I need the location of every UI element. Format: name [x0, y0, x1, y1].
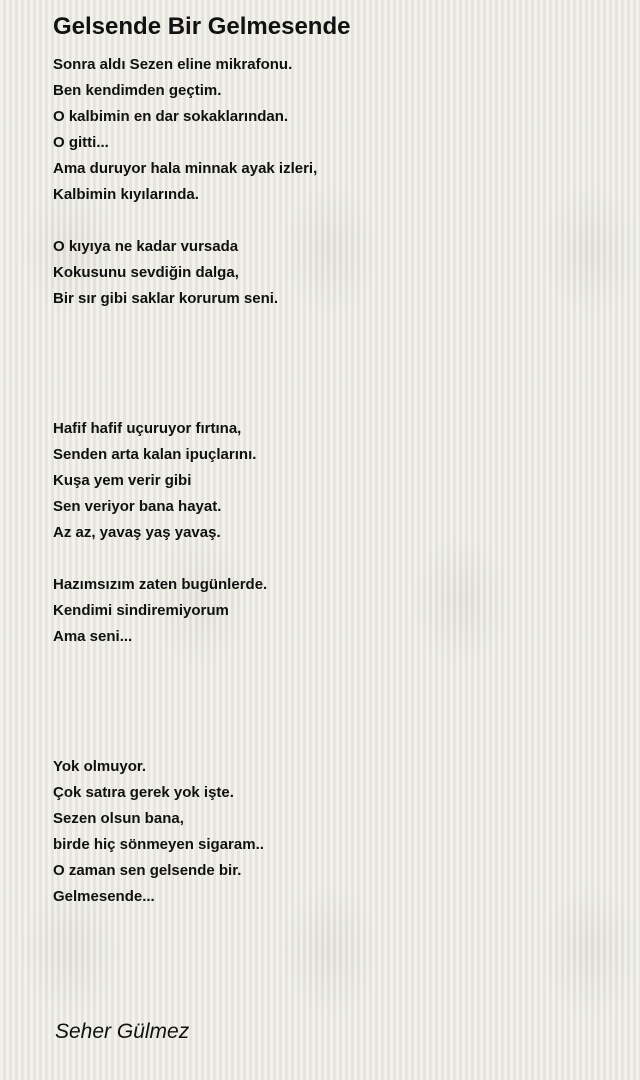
- stanza-gap: [53, 546, 613, 572]
- poem-line: Hafif hafif uçuruyor fırtına,: [53, 420, 242, 437]
- poem-line: Sonra aldı Sezen eline mikrafonu.: [53, 56, 293, 73]
- poem-line: Kalbimin kıyılarında.: [53, 186, 199, 203]
- stanza-2: [53, 234, 613, 312]
- poem-line: Sen veriyor bana hayat.: [53, 498, 222, 515]
- poem-line: Çok satıra gerek yok işte.: [53, 784, 234, 801]
- poem-line: birde hiç sönmeyen sigaram..: [53, 836, 264, 853]
- poem-line: Kokusunu sevdiğin dalga,: [53, 264, 239, 281]
- poem-title: Gelsende Bir Gelmesende: [53, 13, 351, 40]
- stanza-5: [53, 754, 613, 910]
- section-gap: [53, 650, 613, 754]
- poem-line: Hazımsızım zaten bugünlerde.: [53, 576, 268, 593]
- poem-line: Gelmesende...: [53, 888, 155, 905]
- poem-line: Ama seni...: [53, 628, 133, 645]
- poem-body: [53, 52, 613, 910]
- poem-line: O kalbimin en dar sokaklarından.: [53, 108, 289, 125]
- poem-line: Sezen olsun bana,: [53, 810, 184, 827]
- poem-line: O kıyıya ne kadar vursada: [53, 238, 239, 255]
- poem-line: Az az, yavaş yaş yavaş.: [53, 524, 221, 541]
- stanza-3: [53, 416, 613, 546]
- poem-line: Kendimi sindiremiyorum: [53, 602, 229, 619]
- poem-line: Kuşa yem verir gibi: [53, 472, 192, 489]
- section-gap: [53, 312, 613, 416]
- poem-line: Senden arta kalan ipuçlarını.: [53, 446, 257, 463]
- poem-author: Seher Gülmez: [55, 1020, 190, 1043]
- stanza-4: [53, 572, 613, 650]
- poem-line: Ben kendimden geçtim.: [53, 82, 222, 99]
- poem-line: Yok olmuyor.: [53, 758, 147, 775]
- poem-line: O gitti...: [53, 134, 109, 151]
- poem-line: O zaman sen gelsende bir.: [53, 862, 242, 879]
- poem-line: Bir sır gibi saklar korurum seni.: [53, 290, 279, 307]
- poem-line: Ama duruyor hala minnak ayak izleri,: [53, 160, 318, 177]
- stanza-gap: [53, 208, 613, 234]
- stanza-1: [53, 52, 613, 208]
